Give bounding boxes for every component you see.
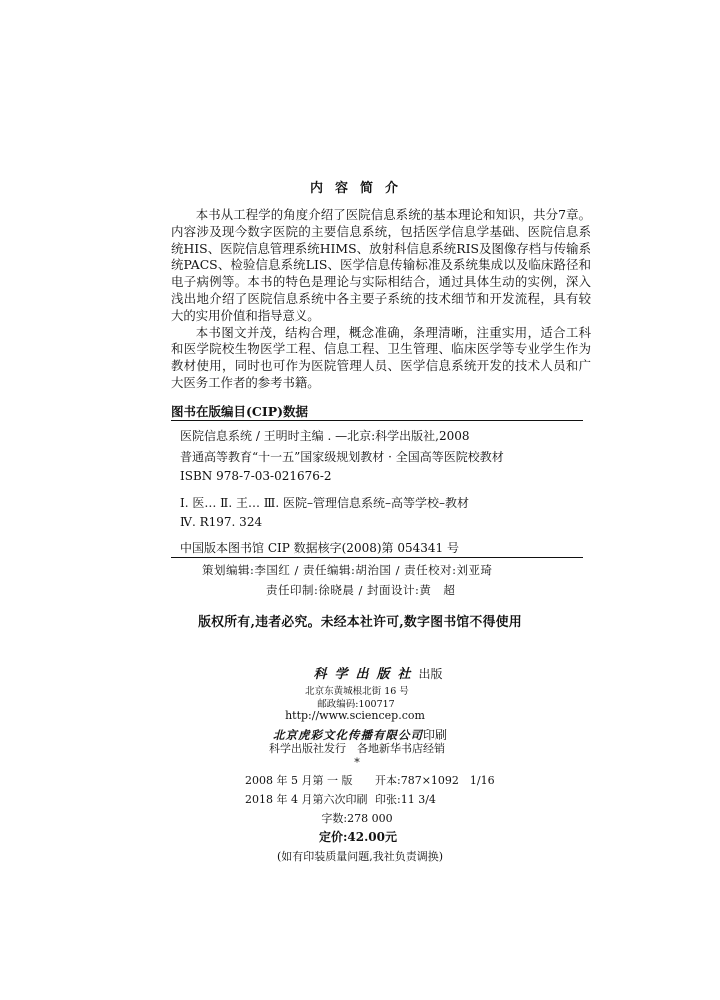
- format-info: 开本:787×1092 1/16: [375, 774, 495, 787]
- cip-bottom-rule: [171, 557, 583, 558]
- separator-star: *: [354, 756, 360, 769]
- printer-suffix: 印刷: [422, 728, 447, 742]
- cip-title-line: 医院信息系统 / 王明时主编 . —北京:科学出版社,2008: [180, 429, 470, 443]
- cip-number-line: 中国版本图书馆 CIP 数据核字(2008)第 054341 号: [180, 541, 459, 555]
- summary-body: [171, 207, 591, 392]
- publisher-line: [18, 663, 720, 682]
- quality-notice: (如有印装质量问题,我社负责调换): [276, 850, 444, 863]
- summary-paragraph-2: 本书图文并茂，结构合理，概念准确，条理清晰，注重实用，适合工科和医学院校生物医学工程、信息工程、卫生管理、临床医学等专业学生作为教材使用，同时也可作为医院管理人员、医学信息系统开发的技术人员和广大医务工作者的参考书籍。: [171, 324, 591, 390]
- cip-heading: 图书在版编目(CIP)数据: [171, 404, 309, 419]
- printing-info: 2018 年 4 月第六次印刷: [245, 793, 368, 806]
- publisher-address: 北京东黄城根北街 16 号: [305, 686, 409, 697]
- printer-name: 北京虎彩文化传播有限公司: [272, 728, 423, 742]
- word-count: 字数:278 000: [321, 812, 393, 825]
- cip-top-rule: [171, 420, 583, 421]
- edition-info: 2008 年 5 月第 一 版: [245, 774, 353, 787]
- publisher-suffix: 出版: [418, 667, 443, 681]
- publisher-url: http://www.sciencep.com: [285, 709, 425, 722]
- summary-paragraph-1: 本书从工程学的角度介绍了医院信息系统的基本理论和知识，共分7章。内容涉及现今数字医院的主要信息系统，包括医学信息学基础、医院信息系统HIS、医院信息管理系统HIMS、放射科信息系统RIS及图像存档与传输系统PACS、检验信息系统LIS、医学信息传输标准及系统集成以及临床路径和电子病例等。本书的特色是理论与实际相结合，通过具体生动的实例，深入浅出地介绍了医院信息系统中各主要子系统的技术细节和开发流程，具有较大的实用价值和指导意义。: [171, 207, 591, 323]
- editors-line-2: 责任印制:徐晓晨 / 封面设计:黄 超: [266, 583, 456, 597]
- cip-isbn-line: ISBN 978-7-03-021676-2: [180, 469, 332, 483]
- cip-series-line: 普通高等教育“十一五”国家级规划教材 · 全国高等医院校教材: [180, 450, 504, 464]
- publisher-postcode: 邮政编码:100717: [317, 699, 395, 710]
- price: 定价:42.00元: [318, 830, 397, 844]
- editors-line-1: 策划编辑:李国红 / 责任编辑:胡治国 / 责任校对:刘亚琦: [202, 563, 493, 577]
- distribution-line: 科学出版社发行 各地新华书店经销: [269, 742, 445, 755]
- sheets-info: 印张:11 3/4: [375, 793, 436, 806]
- cip-class-line: Ⅳ. R197. 324: [180, 515, 263, 529]
- publisher-name: 科学出版社: [313, 667, 419, 682]
- cip-subject-line: Ⅰ. 医… Ⅱ. 王… Ⅲ. 医院–管理信息系统–高等学校–教材: [180, 496, 469, 510]
- rights-notice: 版权所有,违者必究。未经本社许可,数字图书馆不得使用: [198, 615, 522, 630]
- summary-title: 内容简介: [309, 181, 410, 196]
